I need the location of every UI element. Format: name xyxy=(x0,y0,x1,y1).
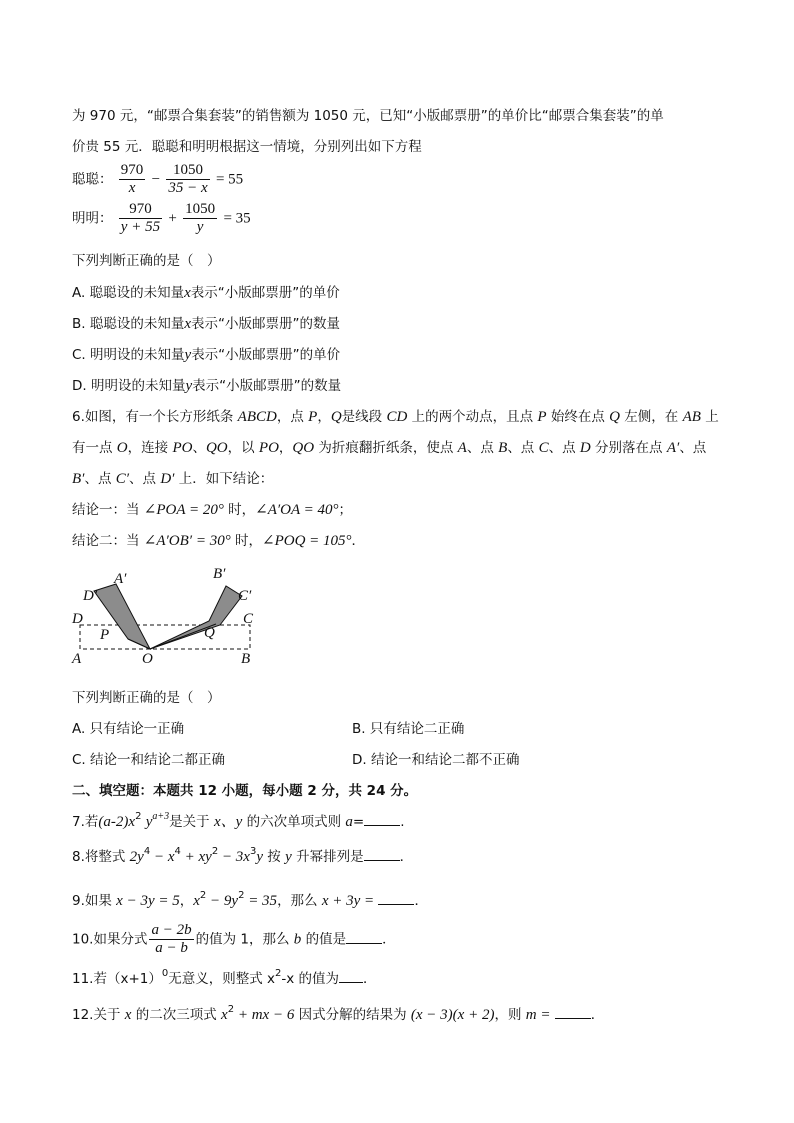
congcong-label: 聪聪： xyxy=(72,171,113,188)
label-p: P xyxy=(100,627,110,643)
problem6-option-b[interactable]: B. 只有结论二正确 xyxy=(352,721,465,737)
fraction: $\frac{970}{x}$ xyxy=(120,162,144,196)
problem5-text-line2: 价贵 55 元．聪聪和明明根据这一情境，分别列出如下方程 xyxy=(72,139,422,155)
problem5-question: 下列判断正确的是（ ） xyxy=(72,253,221,269)
answer-blank[interactable] xyxy=(364,848,400,861)
problem6-text-line3: B′、点 C′、点 D′ 上．如下结论： xyxy=(72,471,274,487)
label-c: C xyxy=(243,611,254,627)
question-8: 8.将整式 $2y^4 - x^4 + xy^2 - 3x^3y$ 按 y 升幂排列是 ． xyxy=(72,846,414,865)
minus-sign: − xyxy=(151,171,161,188)
equation-rhs: = 35 xyxy=(223,210,251,227)
problem6-option-d[interactable]: D. 结论一和结论二都不正确 xyxy=(352,752,520,768)
conclusion-one: 结论一：当 ∠POA = 20° 时，∠A′OA = 40°； xyxy=(72,502,353,518)
folded-strip-figure xyxy=(66,562,270,672)
answer-blank[interactable] xyxy=(339,970,363,983)
label-o: O xyxy=(142,651,153,667)
answer-blank[interactable] xyxy=(346,931,382,944)
question-7: 7.若$(a-2)x^2$ $y^{a+3}$是关于 x、y 的六次单项式则 a= . xyxy=(72,811,405,830)
question-9: 9.如果 x − 3y = 5，$x^2 - 9y^2 = 35$，那么 x + 3y = ． xyxy=(72,890,428,909)
question-11: 11.若$(x+1)^0$无意义，则整式 $x^2-x$ 的值为 ． xyxy=(72,968,377,987)
problem5-option-d[interactable]: D. 明明设的未知量y表示“小版邮票册”的数量 xyxy=(72,378,342,394)
problem6-text-line1: 6.如图，有一个长方形纸条 ABCD，点 P，Q是线段 CD 上的两个动点，且点 P 始终在点 Q 左侧，在 AB 上 xyxy=(72,409,719,425)
label-d: D xyxy=(72,611,83,627)
problem5-option-c[interactable]: C. 明明设的未知量y表示“小版邮票册”的单价 xyxy=(72,347,341,363)
label-a: A xyxy=(72,651,82,667)
problem6-question: 下列判断正确的是（ ） xyxy=(72,690,221,706)
right-folded-strip xyxy=(150,586,242,649)
fraction: $\frac{1050}{35 - x}$ xyxy=(168,162,208,196)
problem5-text-line1: 为 970 元，“邮票合集套装”的销售额为 1050 元，已知“小版邮票册”的单价比“邮票合集套装”的单 xyxy=(72,108,664,124)
section-heading: 二、填空题：本题共 12 小题，每小题 2 分，共 24 分。 xyxy=(72,783,418,799)
label-d-prime: D′ xyxy=(83,588,98,604)
question-12: 12.关于 x 的二次三项式 $x^2$ + mx − 6 因式分解的结果为 (x − 3)(x + 2)，则 m = ． xyxy=(72,1004,605,1023)
fraction: $\frac{970}{y + 55}$ xyxy=(120,201,161,235)
problem6-option-c[interactable]: C. 结论一和结论二都正确 xyxy=(72,752,226,768)
label-b: B xyxy=(241,651,251,667)
label-a-prime: A′ xyxy=(114,571,127,587)
equation-rhs: = 55 xyxy=(215,171,244,188)
conclusion-two: 结论二：当 ∠A′OB′ = 30° 时，∠POQ = 105°． xyxy=(72,533,366,549)
fraction: $\frac{1050}{y}$ xyxy=(185,201,216,235)
label-q: Q xyxy=(204,625,215,641)
congcong-equation xyxy=(72,162,243,197)
answer-blank[interactable] xyxy=(364,813,400,826)
fraction: $\frac{a - 2b}{a - b}$ xyxy=(151,922,192,956)
problem6-text-line2: 有一点 O，连接 PO、QO，以 PO，QO 为折痕翻折纸条，使点 A、点 B、点 C、点 D 分别落在点 A′、点 xyxy=(72,440,707,456)
mingming-label: 明明： xyxy=(72,210,113,227)
problem5-option-b[interactable]: B. 聪聪设的未知量x表示“小版邮票册”的数量 xyxy=(72,316,341,332)
answer-blank[interactable] xyxy=(555,1006,591,1019)
plus-sign: + xyxy=(168,210,177,227)
label-b-prime: B′ xyxy=(213,566,226,582)
question-10: 10.如果分式 $\frac{a - 2b}{a - b}$ 的值为 1，那么 b 的值是 ． xyxy=(72,922,396,956)
problem5-option-a[interactable]: A. 聪聪设的未知量x表示“小版邮票册”的单价 xyxy=(72,285,340,301)
problem6-option-a[interactable]: A. 只有结论一正确 xyxy=(72,721,185,737)
label-c-prime: C′ xyxy=(238,588,252,604)
mingming-equation xyxy=(72,201,251,236)
answer-blank[interactable] xyxy=(378,892,414,905)
